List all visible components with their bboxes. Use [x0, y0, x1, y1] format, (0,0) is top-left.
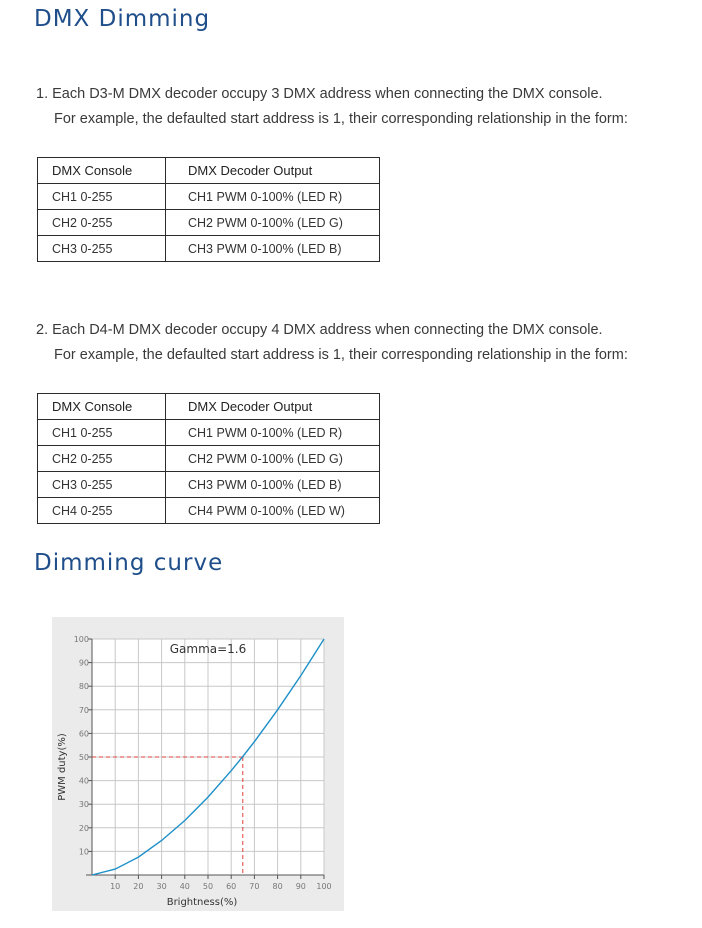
table-row	[38, 210, 380, 236]
decoder-output-cell: CH2 PWM 0-100% (LED G)	[166, 446, 380, 472]
section1-text	[36, 82, 628, 132]
x-tick-label: 100	[316, 882, 332, 891]
section1-line2: For example, the defaulted start address is 1, their corresponding relationship in the form:	[54, 111, 628, 127]
y-tick-label: 30	[78, 800, 89, 810]
gamma-annotation: Gamma=1.6	[169, 642, 247, 657]
d3m-mapping-table	[37, 157, 380, 262]
table-row	[38, 446, 380, 472]
x-tick-label: 60	[226, 882, 237, 891]
console-channel-cell: CH3 0-255	[38, 236, 166, 262]
y-axis-label: PWM duty(%)	[57, 733, 68, 801]
x-tick-label: 50	[202, 882, 214, 891]
d4m-mapping-table	[37, 393, 380, 524]
section2-line1: 2. Each D4-M DMX decoder occupy 4 DMX address when connecting the DMX console.	[36, 322, 603, 338]
console-channel-cell: CH2 0-255	[38, 210, 166, 236]
decoder-output-cell: CH3 PWM 0-100% (LED B)	[166, 472, 380, 498]
x-tick-label: 80	[272, 882, 283, 891]
console-channel-cell: CH4 0-255	[38, 498, 166, 524]
y-tick-label: 60	[78, 729, 89, 739]
chart-svg	[52, 617, 344, 911]
decoder-output-cell: CH2 PWM 0-100% (LED G)	[166, 210, 380, 236]
y-tick-label: 40	[78, 776, 89, 786]
table-row	[38, 236, 380, 262]
x-axis-label: Brightness(%)	[166, 897, 238, 908]
table-header-row	[38, 158, 380, 184]
decoder-output-cell: CH3 PWM 0-100% (LED B)	[166, 236, 380, 262]
y-tick-label: 50	[78, 753, 89, 762]
console-channel-cell: CH3 0-255	[38, 472, 166, 498]
x-tick-label: 40	[179, 882, 190, 891]
decoder-output-cell: CH4 PWM 0-100% (LED W)	[166, 498, 380, 524]
y-tick-label: 10	[78, 847, 89, 857]
table-row	[38, 498, 380, 524]
decoder-output-cell: CH1 PWM 0-100% (LED R)	[166, 420, 380, 446]
console-channel-cell: CH1 0-255	[38, 420, 166, 446]
section1-line1: 1. Each D3-M DMX decoder occupy 3 DMX address when connecting the DMX console.	[36, 86, 603, 102]
section2-line2: For example, the defaulted start address is 1, their corresponding relationship in the form:	[54, 347, 628, 363]
table-header-cell: DMX Console	[38, 158, 166, 184]
dimming-curve-heading: Dimming curve	[34, 550, 224, 576]
y-tick-label: 90	[78, 658, 89, 668]
console-channel-cell: CH2 0-255	[38, 446, 166, 472]
y-tick-label: 70	[78, 705, 89, 715]
table-row	[38, 420, 380, 446]
table-header-cell: DMX Decoder Output	[166, 394, 380, 420]
dimming-curve-chart	[52, 617, 344, 911]
section2-text	[36, 318, 628, 368]
x-tick-label: 30	[156, 882, 167, 891]
table-row	[38, 184, 380, 210]
y-tick-label: 80	[78, 682, 89, 692]
y-tick-label: 20	[78, 823, 89, 833]
x-tick-label: 90	[295, 882, 306, 891]
table-header-cell: DMX Decoder Output	[166, 158, 380, 184]
table-header-cell: DMX Console	[38, 394, 166, 420]
page-title: DMX Dimming	[34, 6, 211, 32]
table-header-row	[38, 394, 380, 420]
table-row	[38, 472, 380, 498]
x-tick-label: 70	[249, 882, 260, 891]
x-tick-label: 20	[133, 882, 144, 891]
decoder-output-cell: CH1 PWM 0-100% (LED R)	[166, 184, 380, 210]
y-tick-label: 100	[73, 635, 89, 644]
console-channel-cell: CH1 0-255	[38, 184, 166, 210]
x-tick-label: 10	[110, 882, 121, 891]
